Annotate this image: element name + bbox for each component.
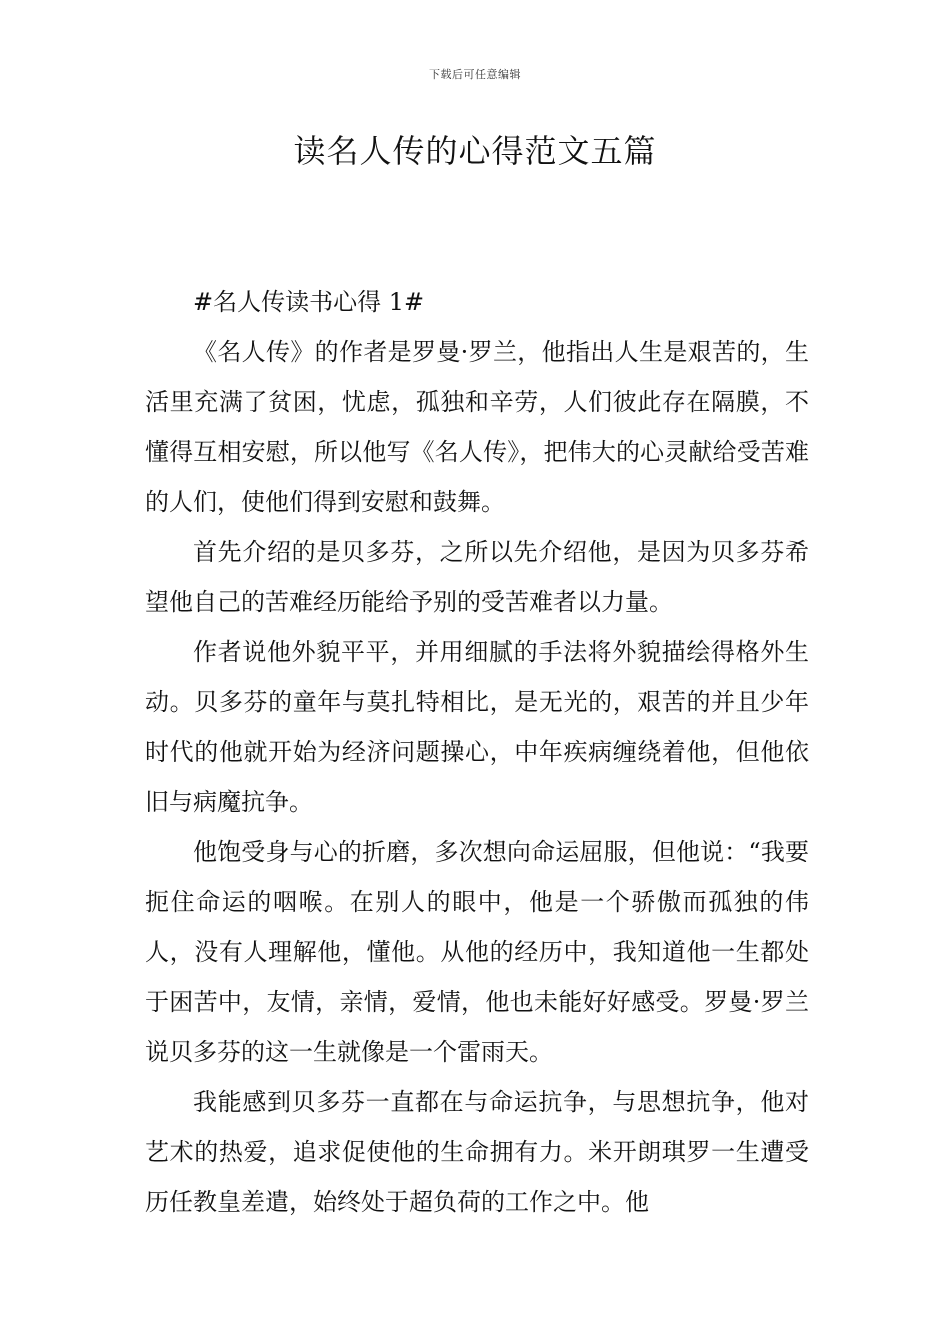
paragraph: 作者说他外貌平平，并用细腻的手法将外貌描绘得格外生动。贝多芬的童年与莫扎特相比，是无光的，艰苦的并且少年时代的他就开始为经济问题操心，中年疾病缠绕着他，但他依旧与病魔抗争。 xyxy=(145,638,809,816)
document-body xyxy=(145,277,809,1227)
paragraph: 他饱受身与心的折磨，多次想向命运屈服，但他说：“我要扼住命运的咽喉。在别人的眼中，他是一个骄傲而孤独的伟人，没有人理解他，懂他。从他的经历中，我知道他一生都处于困苦中，友情，亲情，爱情，他也未能好好感受。罗曼·罗兰说贝多芬的这一生就像是一个雷雨天。 xyxy=(145,838,809,1066)
document-title: 读名人传的心得范文五篇 xyxy=(293,132,657,170)
paragraph: 《名人传》的作者是罗曼·罗兰，他指出人生是艰苦的，生活里充满了贫困，忧虑，孤独和辛劳，人们彼此存在隔膜，不懂得互相安慰，所以他写《名人传》，把伟大的心灵献给受苦难的人们，使他们得到安慰和鼓舞。 xyxy=(145,338,809,516)
paragraph: 我能感到贝多芬一直都在与命运抗争，与思想抗争，他对艺术的热爱，追求促使他的生命拥有力。米开朗琪罗一生遭受历任教皇差遣，始终处于超负荷的工作之中。他 xyxy=(145,1088,809,1216)
section-heading: #名人传读书心得 1# xyxy=(193,288,425,316)
header-note: 下载后可任意编辑 xyxy=(429,68,521,81)
paragraph: 首先介绍的是贝多芬，之所以先介绍他，是因为贝多芬希望他自己的苦难经历能给予别的受苦难者以力量。 xyxy=(145,538,809,616)
